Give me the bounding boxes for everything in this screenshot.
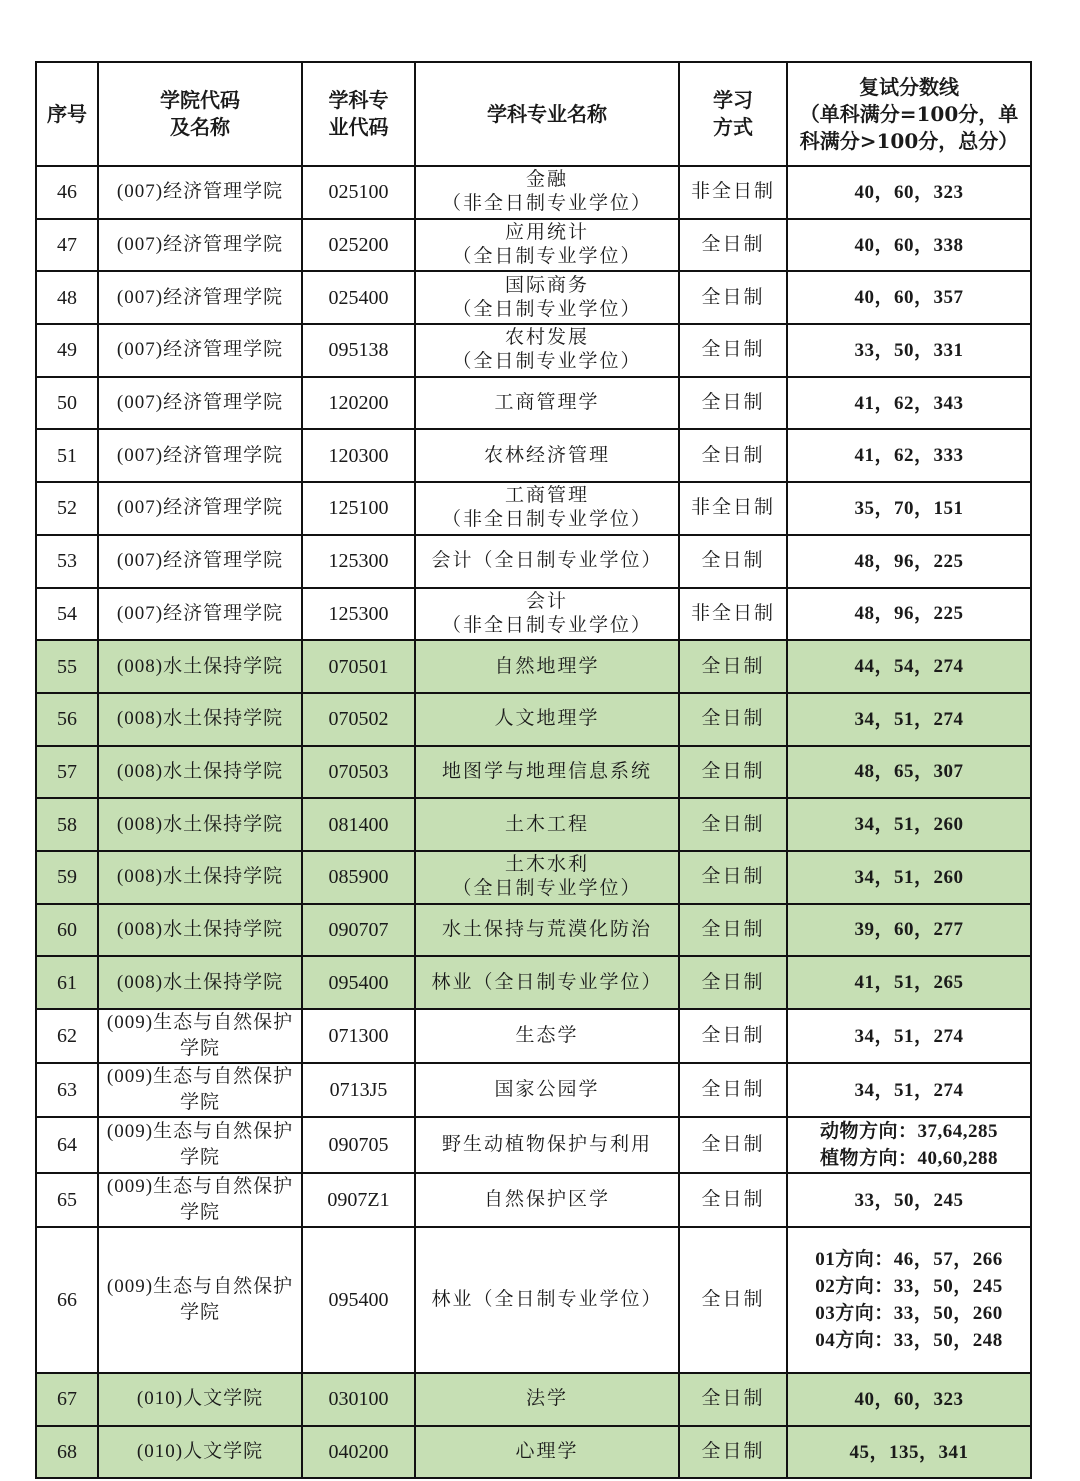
- table-row: [36, 1063, 1031, 1117]
- cell-major-name: [415, 956, 679, 1009]
- cell-major-code: 025400: [302, 271, 415, 324]
- table-row: [36, 1009, 1031, 1063]
- cell-major-name: [415, 377, 679, 430]
- cell-major-code: 070503: [302, 746, 415, 799]
- major-name-line: 会计（全日制专业学位）: [431, 550, 663, 572]
- score-line-value: 02方向：33，50，245: [815, 1276, 1003, 1297]
- cell-major-name: [415, 798, 679, 851]
- cell-index: 53: [36, 535, 98, 588]
- cell-score-line: [787, 904, 1031, 957]
- cell-major-name: [415, 693, 679, 746]
- cell-study-mode: 全日制: [679, 1426, 787, 1479]
- cell-index: 61: [36, 956, 98, 1009]
- score-line-value: 40，60，323: [854, 1388, 964, 1410]
- cell-major-code: 095400: [302, 956, 415, 1009]
- table-row: [36, 1117, 1031, 1173]
- major-name-line: （非全日制专业学位）: [441, 193, 652, 215]
- cell-study-mode: 全日制: [679, 429, 787, 482]
- table-row: [36, 324, 1031, 377]
- cell-major-code: 085900: [302, 851, 415, 904]
- major-name-line: 农林经济管理: [483, 444, 610, 466]
- table-row: [36, 166, 1031, 219]
- cell-study-mode: 全日制: [679, 640, 787, 693]
- cell-study-mode: 全日制: [679, 219, 787, 272]
- cell-score-line: [787, 429, 1031, 482]
- major-name-line: （非全日制专业学位）: [441, 509, 652, 531]
- cell-score-line: [787, 1426, 1031, 1479]
- major-name-line: 工商管理: [504, 485, 589, 507]
- cell-index: 54: [36, 588, 98, 641]
- table-row: [36, 904, 1031, 957]
- table-row: [36, 1373, 1031, 1426]
- cell-major-name: [415, 588, 679, 641]
- cell-major-code: 025200: [302, 219, 415, 272]
- cell-major-code: 095400: [302, 1227, 415, 1373]
- header-major-name: 学科专业名称: [415, 62, 679, 166]
- cell-major-code: 070502: [302, 693, 415, 746]
- major-name-line: （全日制专业学位）: [452, 878, 642, 900]
- cell-index: 67: [36, 1373, 98, 1426]
- cell-major-code: 070501: [302, 640, 415, 693]
- major-name-line: 应用统计: [504, 222, 589, 244]
- cell-index: 50: [36, 377, 98, 430]
- cell-major-name: [415, 1009, 679, 1063]
- cell-index: 47: [36, 219, 98, 272]
- major-name-line: 林业（全日制专业学位）: [431, 971, 663, 993]
- cell-study-mode: 全日制: [679, 1373, 787, 1426]
- major-name-line: 野生动植物保护与利用: [441, 1134, 652, 1155]
- cell-index: 63: [36, 1063, 98, 1117]
- cell-major-name: [415, 746, 679, 799]
- score-line-value: 41，51，265: [854, 972, 964, 994]
- cell-college: (009)生态与自然保护学院: [98, 1227, 302, 1373]
- cell-major-code: 0713J5: [302, 1063, 415, 1117]
- cell-study-mode: 全日制: [679, 377, 787, 430]
- cell-major-code: 125100: [302, 482, 415, 535]
- cell-score-line: [787, 1227, 1031, 1373]
- cell-major-code: 071300: [302, 1009, 415, 1063]
- header-study-mode: 学习 方式: [679, 62, 787, 166]
- score-line-value: 动物方向：37,64,285: [819, 1121, 998, 1142]
- cell-study-mode: 全日制: [679, 956, 787, 1009]
- score-line-value: 41，62，343: [854, 392, 964, 414]
- cell-score-line: [787, 324, 1031, 377]
- cell-college: (008)水土保持学院: [98, 746, 302, 799]
- major-name-line: （非全日制专业学位）: [441, 614, 652, 636]
- cell-college: (007)经济管理学院: [98, 482, 302, 535]
- major-name-line: 心理学: [515, 1441, 579, 1463]
- cell-score-line: [787, 1117, 1031, 1173]
- cell-index: 57: [36, 746, 98, 799]
- major-name-line: 地图学与地理信息系统: [441, 760, 652, 782]
- cell-college: (010)人文学院: [98, 1373, 302, 1426]
- score-line-value: 39，60，277: [854, 919, 964, 941]
- cell-college: (008)水土保持学院: [98, 851, 302, 904]
- table-row: [36, 429, 1031, 482]
- cell-score-line: [787, 166, 1031, 219]
- score-line-value: 34，51，274: [854, 1025, 964, 1047]
- cell-study-mode: 全日制: [679, 1173, 787, 1227]
- cell-major-code: 025100: [302, 166, 415, 219]
- table-row: [36, 271, 1031, 324]
- cell-index: 49: [36, 324, 98, 377]
- cell-index: 52: [36, 482, 98, 535]
- cell-major-code: 0907Z1: [302, 1173, 415, 1227]
- cell-major-name: [415, 1063, 679, 1117]
- major-name-line: 自然地理学: [494, 655, 600, 677]
- cell-major-name: [415, 1426, 679, 1479]
- major-name-line: 土木水利: [504, 854, 589, 876]
- cell-college: (008)水土保持学院: [98, 956, 302, 1009]
- cell-index: 62: [36, 1009, 98, 1063]
- table-row: [36, 219, 1031, 272]
- major-name-line: 林业（全日制专业学位）: [431, 1289, 663, 1310]
- cell-major-name: [415, 324, 679, 377]
- score-line-value: 48，96，225: [854, 603, 964, 625]
- cell-study-mode: 全日制: [679, 798, 787, 851]
- cell-college: (007)经济管理学院: [98, 271, 302, 324]
- cell-score-line: [787, 588, 1031, 641]
- cell-college: (008)水土保持学院: [98, 798, 302, 851]
- score-line-value: 34，51，260: [854, 814, 964, 836]
- table-row: [36, 535, 1031, 588]
- cell-score-line: [787, 640, 1031, 693]
- cell-study-mode: 非全日制: [679, 588, 787, 641]
- cell-college: (009)生态与自然保护学院: [98, 1173, 302, 1227]
- cell-college: (010)人文学院: [98, 1426, 302, 1479]
- cell-study-mode: 全日制: [679, 904, 787, 957]
- cell-study-mode: 全日制: [679, 693, 787, 746]
- cell-college: (007)经济管理学院: [98, 219, 302, 272]
- score-line-value: 03方向：33，50，260: [815, 1303, 1003, 1324]
- cell-index: 64: [36, 1117, 98, 1173]
- cell-major-name: [415, 535, 679, 588]
- major-name-line: 工商管理学: [494, 392, 600, 414]
- table-row: [36, 640, 1031, 693]
- score-line-value: 40，60，338: [854, 234, 964, 256]
- score-line-value: 33，50，331: [854, 339, 964, 361]
- cell-study-mode: 全日制: [679, 851, 787, 904]
- cell-index: 51: [36, 429, 98, 482]
- major-name-line: 国家公园学: [494, 1079, 600, 1100]
- major-name-line: 人文地理学: [494, 708, 600, 730]
- cell-college: (007)经济管理学院: [98, 535, 302, 588]
- cell-college: (007)经济管理学院: [98, 588, 302, 641]
- header-score-line: 复试分数线 （单科满分=100分，单 科满分>100分，总分）: [787, 62, 1031, 166]
- score-line-value: 04方向：33，50，248: [815, 1330, 1003, 1351]
- cell-college: (007)经济管理学院: [98, 377, 302, 430]
- score-line-value: 35，70，151: [854, 497, 964, 519]
- cell-major-name: [415, 219, 679, 272]
- cell-index: 59: [36, 851, 98, 904]
- cell-major-name: [415, 1227, 679, 1373]
- cell-index: 48: [36, 271, 98, 324]
- cell-study-mode: 全日制: [679, 1117, 787, 1173]
- table-header-row: [36, 62, 1031, 166]
- cell-study-mode: 非全日制: [679, 482, 787, 535]
- cell-major-name: [415, 271, 679, 324]
- score-line-value: 41，62，333: [854, 445, 964, 467]
- table-row: [36, 798, 1031, 851]
- major-name-line: （全日制专业学位）: [452, 246, 642, 268]
- cell-index: 65: [36, 1173, 98, 1227]
- score-line-value: 33，50，245: [854, 1189, 964, 1211]
- cell-college: (009)生态与自然保护学院: [98, 1063, 302, 1117]
- cell-major-code: 120300: [302, 429, 415, 482]
- cell-score-line: [787, 482, 1031, 535]
- cell-score-line: [787, 271, 1031, 324]
- cell-college: (007)经济管理学院: [98, 429, 302, 482]
- cell-major-code: 030100: [302, 1373, 415, 1426]
- cell-score-line: [787, 1173, 1031, 1227]
- score-line-value: 植物方向：40,60,288: [819, 1148, 998, 1169]
- score-line-value: 34，51，274: [854, 1079, 964, 1101]
- score-line-value: 48，96，225: [854, 550, 964, 572]
- score-line-value: 48，65，307: [854, 761, 964, 783]
- cell-study-mode: 全日制: [679, 1063, 787, 1117]
- cell-major-name: [415, 1373, 679, 1426]
- cell-college: (008)水土保持学院: [98, 640, 302, 693]
- major-name-line: 会计: [525, 590, 568, 612]
- cell-major-name: [415, 429, 679, 482]
- cell-major-code: 125300: [302, 535, 415, 588]
- cell-college: (008)水土保持学院: [98, 904, 302, 957]
- major-name-line: 农村发展: [504, 327, 589, 349]
- major-name-line: 国际商务: [504, 274, 589, 296]
- header-major-code: 学科专 业代码: [302, 62, 415, 166]
- table-row: [36, 1173, 1031, 1227]
- cell-study-mode: 全日制: [679, 271, 787, 324]
- cell-score-line: [787, 1373, 1031, 1426]
- table-row: [36, 693, 1031, 746]
- cell-study-mode: 全日制: [679, 746, 787, 799]
- cell-study-mode: 全日制: [679, 1227, 787, 1373]
- major-name-line: （全日制专业学位）: [452, 351, 642, 373]
- table-row: [36, 482, 1031, 535]
- table-row: [36, 588, 1031, 641]
- cell-college: (008)水土保持学院: [98, 693, 302, 746]
- cell-major-code: 090705: [302, 1117, 415, 1173]
- major-name-line: （全日制专业学位）: [452, 298, 642, 320]
- cell-score-line: [787, 219, 1031, 272]
- cell-college: (009)生态与自然保护学院: [98, 1117, 302, 1173]
- cell-major-code: 090707: [302, 904, 415, 957]
- score-line-value: 34，51，260: [854, 866, 964, 888]
- cell-study-mode: 非全日制: [679, 166, 787, 219]
- major-name-line: 法学: [525, 1388, 568, 1410]
- cell-index: 60: [36, 904, 98, 957]
- major-name-line: 水土保持与荒漠化防治: [441, 918, 652, 940]
- cell-major-name: [415, 851, 679, 904]
- cell-score-line: [787, 1009, 1031, 1063]
- cell-index: 56: [36, 693, 98, 746]
- cell-score-line: [787, 1063, 1031, 1117]
- table-body: [36, 166, 1031, 1478]
- score-line-value: 34，51，274: [854, 708, 964, 730]
- table-row: [36, 377, 1031, 430]
- cell-major-code: 095138: [302, 324, 415, 377]
- cell-college: (007)经济管理学院: [98, 166, 302, 219]
- cell-index: 68: [36, 1426, 98, 1479]
- cell-college: (009)生态与自然保护学院: [98, 1009, 302, 1063]
- cell-score-line: [787, 851, 1031, 904]
- cell-study-mode: 全日制: [679, 1009, 787, 1063]
- cell-major-code: 081400: [302, 798, 415, 851]
- cell-college: (007)经济管理学院: [98, 324, 302, 377]
- cell-score-line: [787, 798, 1031, 851]
- table-row: [36, 746, 1031, 799]
- cell-index: 66: [36, 1227, 98, 1373]
- header-index: 序号: [36, 62, 98, 166]
- cell-major-name: [415, 1173, 679, 1227]
- major-name-line: 金融: [525, 169, 568, 191]
- cell-major-code: 040200: [302, 1426, 415, 1479]
- score-line-value: 40，60，323: [854, 181, 964, 203]
- cell-study-mode: 全日制: [679, 324, 787, 377]
- cell-major-code: 125300: [302, 588, 415, 641]
- score-line-value: 44，54，274: [854, 656, 964, 678]
- cell-major-name: [415, 1117, 679, 1173]
- cell-score-line: [787, 377, 1031, 430]
- score-line-value: 40，60，357: [854, 287, 964, 309]
- cell-major-code: 120200: [302, 377, 415, 430]
- cell-major-name: [415, 640, 679, 693]
- table-row: [36, 1227, 1031, 1373]
- major-name-line: 土木工程: [504, 813, 589, 835]
- cell-score-line: [787, 956, 1031, 1009]
- cell-index: 55: [36, 640, 98, 693]
- cell-index: 58: [36, 798, 98, 851]
- cell-index: 46: [36, 166, 98, 219]
- cell-major-name: [415, 166, 679, 219]
- score-line-table: [35, 61, 1032, 1479]
- cell-major-name: [415, 482, 679, 535]
- major-name-line: 生态学: [515, 1025, 579, 1046]
- score-line-value: 45，135，341: [849, 1441, 969, 1463]
- cell-score-line: [787, 746, 1031, 799]
- cell-score-line: [787, 693, 1031, 746]
- cell-major-name: [415, 904, 679, 957]
- table-row: [36, 1426, 1031, 1479]
- score-line-value: 01方向：46，57，266: [815, 1249, 1003, 1270]
- cell-study-mode: 全日制: [679, 535, 787, 588]
- cell-score-line: [787, 535, 1031, 588]
- major-name-line: 自然保护区学: [483, 1189, 610, 1210]
- table-row: [36, 851, 1031, 904]
- table-row: [36, 956, 1031, 1009]
- header-college: 学院代码 及名称: [98, 62, 302, 166]
